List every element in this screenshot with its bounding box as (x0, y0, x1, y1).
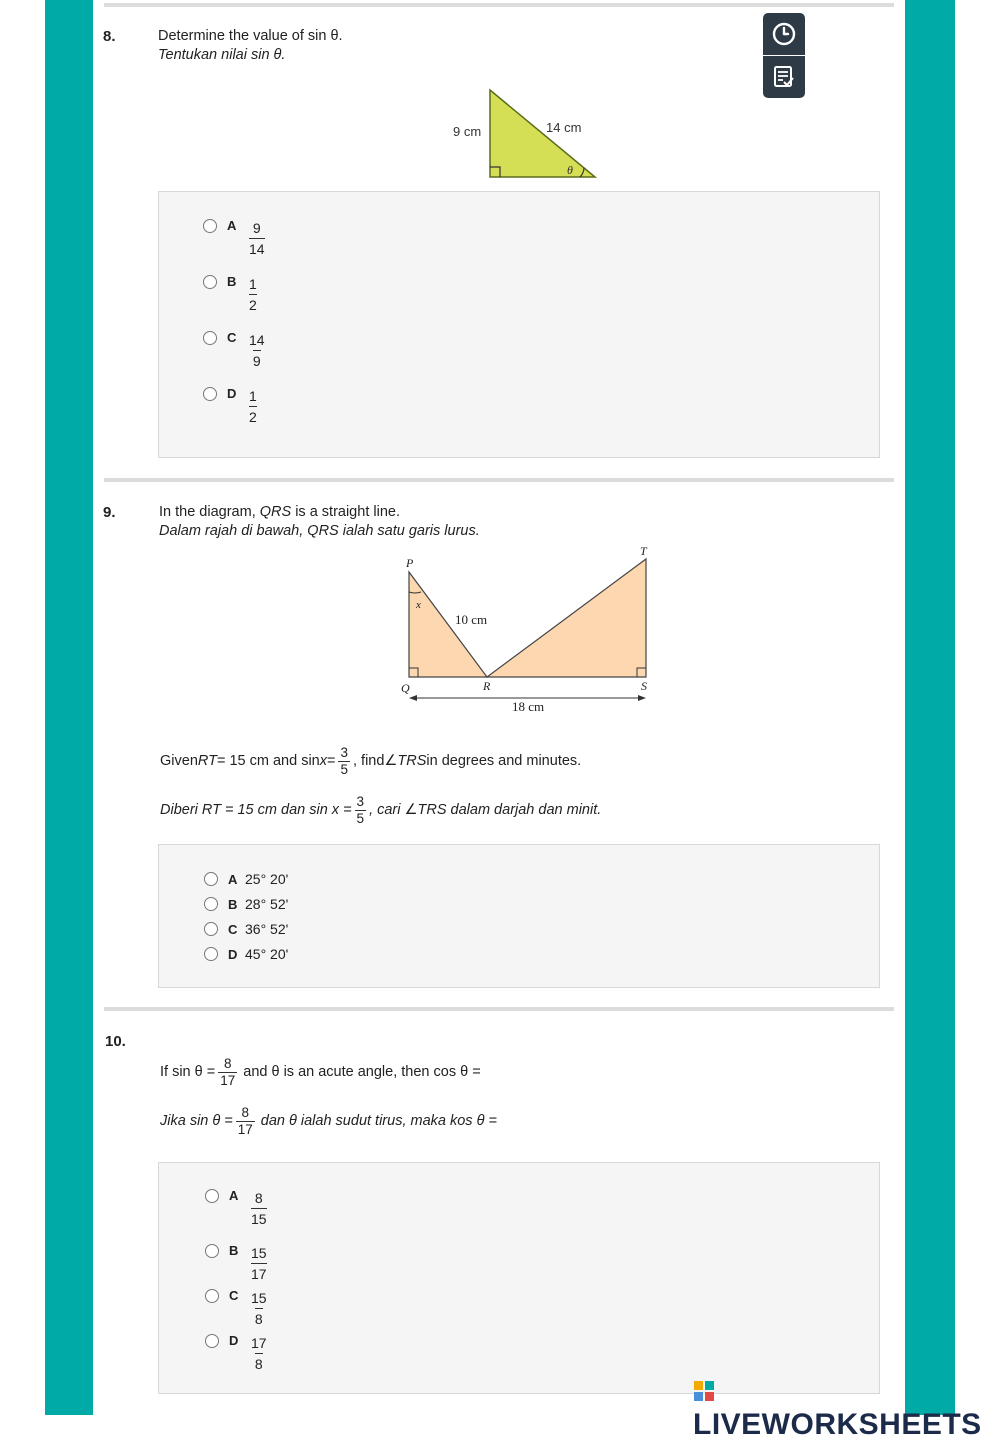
q9-options-box (158, 844, 880, 988)
q10-option-c[interactable]: C 15 8 (205, 1288, 267, 1329)
q9-label-10cm: 10 cm (455, 612, 488, 627)
q9-label-x: x (416, 599, 421, 611)
radio-button[interactable] (204, 947, 218, 961)
fraction: 17 8 (251, 1335, 267, 1372)
q8-option-d[interactable]: D 1 2 (203, 386, 257, 427)
liveworksheets-logo[interactable]: LIVEWORKSHEETS (693, 1374, 1000, 1442)
q8-label-9cm: 9 cm (453, 124, 482, 139)
q9-label-q: Q (401, 681, 410, 695)
timer-button[interactable] (763, 13, 805, 55)
q8-option-c[interactable]: C 14 9 (203, 330, 265, 371)
fraction: $\frac{8}{17}$ (237, 1104, 253, 1137)
fraction: 15 17 (251, 1245, 267, 1282)
checklist-icon (772, 64, 796, 90)
q10-option-a[interactable]: A 8 15 (205, 1188, 267, 1229)
q8-text-ms: Tentukan nilai sin θ. (158, 47, 286, 63)
finish-check-button[interactable] (763, 56, 805, 98)
fraction: 9 14 (249, 220, 265, 257)
liveworksheets-logo-icon (693, 1380, 715, 1402)
q8-number: 8. (103, 28, 116, 45)
left-teal-border (45, 0, 93, 1415)
q9-label-18cm: 18 cm (512, 699, 545, 714)
radio-button[interactable] (205, 1334, 219, 1348)
divider (104, 478, 894, 482)
top-rule (104, 3, 894, 7)
radio-button[interactable] (203, 275, 217, 289)
q8-label-theta: θ (567, 163, 573, 177)
q9-given-en: Given RT = 15 cm and sin x = $\frac{3}{5}$ , find ∠TRS in degrees and minutes. (160, 744, 582, 777)
q9-label-t: T (640, 544, 647, 558)
q9-diagram (390, 540, 670, 720)
q9-option-c[interactable]: C 36° 52' (204, 921, 288, 937)
fraction: 14 9 (249, 332, 265, 369)
q10-text-en: If sin θ = $\frac{8}{17}$ and θ is an acute angle, then cos θ = (160, 1055, 481, 1088)
radio-button[interactable] (203, 331, 217, 345)
q8-option-b[interactable]: B 1 2 (203, 274, 257, 315)
q10-option-b[interactable]: B 15 17 (205, 1243, 267, 1284)
q9-option-d[interactable]: D 45° 20' (204, 946, 288, 962)
q9-number: 9. (103, 504, 116, 521)
radio-button[interactable] (204, 922, 218, 936)
q9-given-ms: Diberi RT = 15 cm dan sin x = $\frac{3}{5}$ , cari ∠TRS dalam darjah dan minit. (160, 793, 602, 826)
radio-button[interactable] (203, 219, 217, 233)
radio-button[interactable] (204, 897, 218, 911)
radio-button[interactable] (204, 872, 218, 886)
q10-option-d[interactable]: D 17 8 (205, 1333, 267, 1374)
q9-text-en: In the diagram, QRS is a straight line. (159, 504, 400, 520)
q9-option-b[interactable]: B 28° 52' (204, 896, 288, 912)
q9-label-r: R (483, 679, 491, 693)
q9-label-p: P (406, 556, 414, 570)
q9-text-ms: Dalam rajah di bawah, QRS ialah satu garis lurus. (159, 523, 480, 539)
q8-label-14cm: 14 cm (546, 120, 582, 135)
q8-text-en: Determine the value of sin θ. (158, 28, 343, 44)
q9-label-s: S (641, 679, 647, 693)
fraction: $\frac{3}{5}$ (356, 793, 365, 826)
right-teal-border (905, 0, 955, 1415)
fraction: 1 2 (249, 388, 257, 425)
fraction: $\frac{3}{5}$ (340, 744, 348, 777)
q8-triangle-diagram (440, 80, 610, 185)
fraction: 8 15 (251, 1190, 267, 1227)
radio-button[interactable] (205, 1244, 219, 1258)
radio-button[interactable] (205, 1289, 219, 1303)
fraction: $\frac{8}{17}$ (220, 1055, 236, 1088)
q9-option-a[interactable]: A 25° 20' (204, 871, 288, 887)
fraction: 1 2 (249, 276, 257, 313)
q10-text-ms: Jika sin θ = $\frac{8}{17}$ dan θ ialah sudut tirus, maka kos θ = (160, 1104, 497, 1137)
clock-icon (771, 21, 797, 47)
radio-button[interactable] (203, 387, 217, 401)
q10-number: 10. (105, 1033, 126, 1050)
fraction: 15 8 (251, 1290, 267, 1327)
divider (104, 1007, 894, 1011)
q8-option-a[interactable]: A 9 14 (203, 218, 265, 259)
radio-button[interactable] (205, 1189, 219, 1203)
q8-options-box (158, 191, 880, 458)
